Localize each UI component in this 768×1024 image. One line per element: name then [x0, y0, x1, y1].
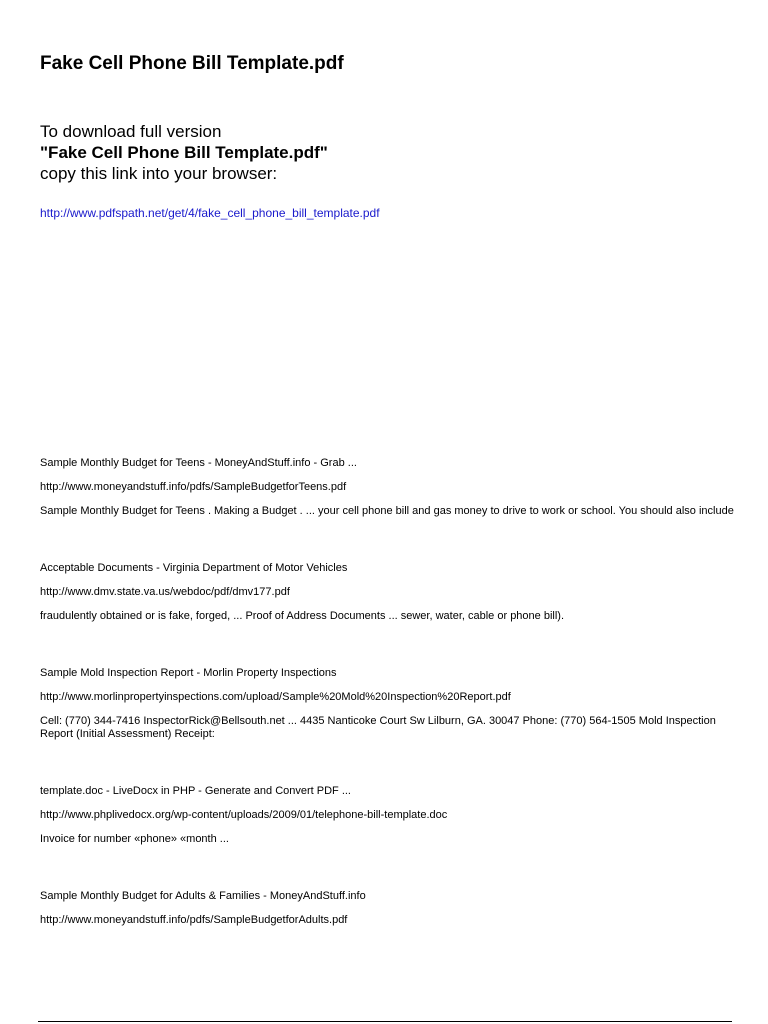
download-intro: To download full version	[40, 122, 222, 141]
result-url: http://www.moneyandstuff.info/pdfs/SampleBudgetforAdults.pdf	[40, 914, 348, 926]
download-instruction: copy this link into your browser:	[40, 164, 278, 183]
result-title: Acceptable Documents - Virginia Department of Motor Vehicles	[40, 562, 348, 574]
result-title: Sample Monthly Budget for Adults & Families - MoneyAndStuff.info	[40, 890, 366, 902]
result-snippet: Cell: (770) 344-7416 InspectorRick@Bellsouth.net ... 4435 Nanticoke Court Sw Lilburn, GA. 30047 Phone: (770) 564-1505 Mold Inspection Report (Initial Assessment) Receipt:	[40, 715, 716, 740]
result-title: template.doc - LiveDocx in PHP - Generate and Convert PDF ...	[40, 785, 351, 797]
result-url: http://www.moneyandstuff.info/pdfs/SampleBudgetforTeens.pdf	[40, 481, 347, 493]
result-url: http://www.dmv.state.va.us/webdoc/pdf/dmv177.pdf	[40, 586, 290, 598]
result-item	[40, 785, 740, 846]
result-item	[40, 457, 740, 518]
result-snippet: fraudulently obtained or is fake, forged, ... Proof of Address Documents ... sewer, water, cable or phone bill).	[40, 610, 565, 622]
download-instructions	[40, 121, 730, 184]
result-snippet: Invoice for number «phone» «month ...	[40, 833, 229, 845]
result-item	[40, 890, 740, 927]
related-results-list	[40, 457, 740, 927]
page-bottom-divider	[38, 1021, 732, 1022]
document-title: Fake Cell Phone Bill Template.pdf	[40, 53, 344, 74]
result-title: Sample Mold Inspection Report - Morlin Property Inspections	[40, 667, 337, 679]
result-title: Sample Monthly Budget for Teens - MoneyAndStuff.info - Grab ...	[40, 457, 357, 469]
result-url: http://www.morlinpropertyinspections.com/upload/Sample%20Mold%20Inspection%20Report.pdf	[40, 691, 511, 703]
result-url: http://www.phplivedocx.org/wp-content/uploads/2009/01/telephone-bill-template.doc	[40, 809, 448, 821]
result-item	[40, 562, 740, 623]
result-item	[40, 667, 740, 741]
download-link[interactable]: http://www.pdfspath.net/get/4/fake_cell_phone_bill_template.pdf	[40, 206, 380, 220]
result-snippet: Sample Monthly Budget for Teens . Making a Budget . ... your cell phone bill and gas money to drive to work or school. You should also include	[40, 505, 734, 517]
download-file-name: "Fake Cell Phone Bill Template.pdf"	[40, 143, 328, 162]
